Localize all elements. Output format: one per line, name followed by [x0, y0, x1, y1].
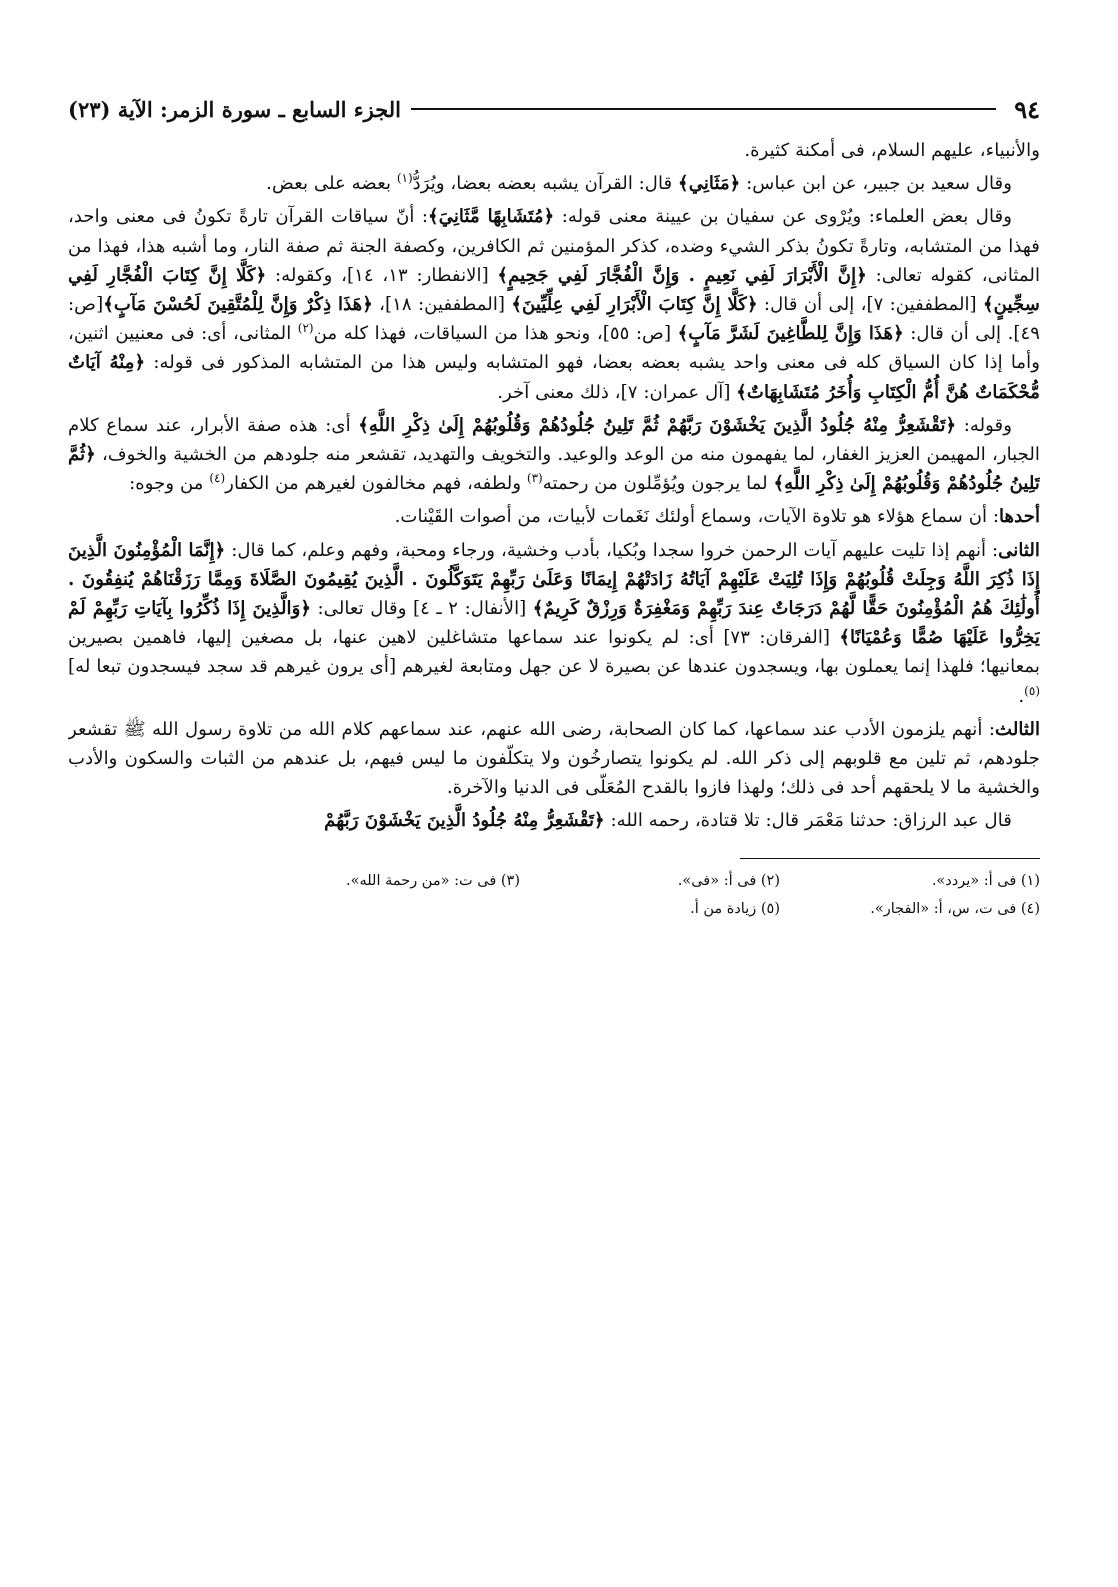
book-page: [68, 92, 1040, 1512]
text-segment: [آل عمران: ٧]، ذلك معنى آخر.: [497, 381, 737, 403]
text-segment: من وجوه:: [129, 473, 210, 495]
quran-verse: ﴿كَلَّا إِنَّ كِتَابَ الْفُجَّارِ لَفِي سِجِّينٍ﴾: [68, 264, 1040, 316]
quran-verse: ﴿ثُمَّ تَلِينُ جُلُودُهُمْ وَقُلُوبُهُمْ إِلَىٰ ذِكْرِ اللَّهِ﴾: [68, 444, 1040, 495]
text-segment: : أنّ سياقات القرآن تارةً تكونُ فى معنى واحد، فهذا من المتشابه، وتارةً تكونُ بذكر الشيء وضده، كذكر المؤمنين ثم الكافرين، وكصفة الجنة ثم صفة النار، وما أشبه هذا، فهذا من المثانى، كقوله تعالى:: [68, 206, 1040, 286]
footnote-ref: (١): [396, 171, 413, 186]
paragraph-p7: [68, 715, 1040, 803]
text-segment: [ص: ٥٥]، ونحو هذا من السياقات، فهذا كله من: [313, 323, 678, 345]
footnote-2: (٢) فى أ: «فى».: [677, 872, 780, 889]
footnotes: [68, 869, 1040, 921]
quran-verse: ﴿هَذَا وَإِنَّ لِلطَّاغِينَ لَشَرَّ مَآبٍ﴾: [677, 323, 904, 345]
quran-verse: ﴿تَقْشَعِرُّ مِنْهُ جُلُودُ الَّذِينَ يَخْشَوْنَ رَبَّهُمْ ثُمَّ تَلِينُ جُلُودُهُمْ وَقُلُوبُهُمْ إِلَىٰ ذِكْرِ اللَّهِ﴾: [358, 414, 957, 436]
paragraph-p4: [68, 411, 1040, 499]
text-segment: [ص: ٤٩]. إلى أن قال:: [68, 294, 1040, 345]
text-segment: قال: القرآن يشبه بعضه بعضا، ويُرَدُّ: [412, 173, 679, 195]
text-segment: [المطففين: ١٨]،: [372, 294, 512, 316]
quran-verse: ﴿مِنْهُ آيَاتٌ مُّحْكَمَاتٌ هُنَّ أُمُّ الْكِتَابِ وَأُخَرُ مُتَشَابِهَاتٌ﴾: [68, 352, 1040, 403]
footnote-4: (٤) فى ت، س، أ: «الفجار».: [870, 900, 1040, 917]
paragraph-p6: [68, 536, 1040, 711]
paragraph-p8: [68, 806, 1040, 835]
running-header: [68, 92, 1040, 126]
text-segment: [الأنفال: ٢ ـ ٤] وقال تعالى:: [311, 598, 533, 620]
quran-verse: ﴿مُتَشَابِهًا مَّثَانِيَ﴾: [428, 206, 555, 228]
page-number: ٩٤: [1014, 94, 1040, 124]
footnote-ref: (٥): [1024, 683, 1040, 698]
footnote-5: (٥) زيادة من أ.: [690, 900, 780, 917]
text-segment: : أن سماع هؤلاء هو تلاوة الآيات، وسماع أولئك نَغَمات لأبيات، من أصوات القَيْنات.: [394, 506, 1000, 528]
footnote-3: (٣) فى ت: «من رحمة الله».: [345, 872, 520, 889]
text-segment: وقال بعض العلماء: ويُرْوى عن سفيان بن عيينة معنى قوله:: [554, 206, 1013, 228]
text-segment: أى: هذه صفة الأبرار، عند سماع كلام الجبار، المهيمن العزيز الغفار، لما يفهمون منه من الوعد والوعيد. والتخويف والتهديد، تقشعر منه جلودهم من الخشية والخوف،: [68, 414, 1040, 466]
quran-verse: ﴿إِنَّمَا الْمُؤْمِنُونَ الَّذِينَ إِذَا ذُكِرَ اللَّهُ وَجِلَتْ قُلُوبُهُمْ وَإِذَا تُلِيَتْ عَلَيْهِمْ آيَاتُهُ زَادَتْهُمْ إِيمَانًا وَعَلَىٰ رَبِّهِمْ يَتَوَكَّلُونَ . الَّذِينَ يُقِيمُونَ الصَّلَاةَ وَمِمَّا رَزَقْنَاهُمْ يُنفِقُونَ . أُولَٰئِكَ هُمُ الْمُؤْمِنُونَ حَقًّا لَّهُمْ دَرَجَاتٌ عِندَ رَبِّهِمْ وَمَغْفِرَةٌ وَرِزْقٌ كَرِيمٌ﴾: [68, 539, 1040, 620]
paragraph-p1: [68, 136, 1040, 165]
quran-verse: ﴿هَذَا ذِكْرٌ وَإِنَّ لِلْمُتَّقِينَ لَحُسْنَ مَآبٍ﴾: [103, 294, 373, 316]
running-title: الجزء السابع ـ سورة الزمر: الآية (٢٣): [68, 96, 402, 122]
paragraph-p3: [68, 202, 1040, 406]
footnote-1: (١) فى أ: «يردد».: [931, 872, 1040, 889]
text-segment: : أنهم يلزمون الأدب عند سماعها، كما كان الصحابة، رضى الله عنهم، عند سماعهم كلام الله من تلاوة رسول الله ﷺ تقشعر جلودهم، ثم تلين مع قلوبهم إلى ذكر الله. لم يكونوا يتصارخُون ولا يتكلّفون ما ليس فيهم، بل عندهم من الثبات والسكون والأدب والخشية ما لا يلحقهم أحد فى ذلك؛ ولهذا فازوا بالقدح المُعَلّى فى الدنيا والآخرة.: [68, 718, 1040, 799]
text-segment: : أنهم إذا تليت عليهم آيات الرحمن خروا سجدا وبُكيا، بأدب وخشية، ورجاء ومحبة، وفهم وعلم، كما قال:: [225, 539, 999, 561]
section-lead: الثانى: [998, 539, 1040, 561]
quran-verse: ﴿مَثَانِي﴾: [678, 173, 741, 195]
header-rule: [411, 108, 996, 110]
text-segment: المثانى، أى: فى معنيين اثنين، وأما إذا كان السياق كله فى معنى واحد يشبه بعضه بعضا، فهو المتشابه وليس هذا من المتشابه المذكور فى قوله:: [68, 323, 1040, 374]
quran-verse: ﴿وَالَّذِينَ إِذَا ذُكِّرُوا بِآيَاتِ رَبِّهِمْ لَمْ يَخِرُّوا عَلَيْهَا صُمًّا وَعُمْيَانًا﴾: [68, 598, 1040, 649]
quran-verse: ﴿كَلَّا إِنَّ كِتَابَ الْأَبْرَارِ لَفِي عِلِّيِّينَ﴾: [511, 294, 758, 316]
body-text: [68, 136, 1040, 836]
text-segment: [الانفطار: ١٣، ١٤]، وكقوله:: [266, 264, 498, 286]
paragraph-p2: [68, 169, 1040, 198]
footnote-ref: (٣): [526, 471, 543, 486]
text-segment: وقال سعيد بن جبير، عن ابن عباس:: [740, 173, 1012, 195]
text-segment: والأنبياء، عليهم السلام، فى أمكنة كثيرة.: [744, 140, 1040, 161]
section-lead: الثالث: [994, 718, 1040, 740]
text-segment: .: [1018, 685, 1025, 707]
text-segment: ولطفه، فهم مخالفون لغيرهم من الكفار: [225, 473, 527, 495]
footnote-separator: [740, 858, 1040, 859]
text-segment: وقوله:: [956, 414, 1012, 436]
quran-verse: ﴿تَقْشَعِرُّ مِنْهُ جُلُودُ الَّذِينَ يَخْشَوْنَ رَبَّهُمْ: [324, 810, 605, 832]
text-segment: [المطففين: ٧]، إلى أن قال:: [757, 294, 983, 316]
footnote-ref: (٤): [209, 471, 226, 486]
text-segment: [الفرقان: ٧٣] أى: لم يكونوا عند سماعها متشاغلين لاهين عنها، بل مصغين إليها، فاهمين بصيرين بمعانيها؛ فلهذا إنما يعملون بها، ويسجدون عندها عن بصيرة لا عن جهل ومتابعة لغيرهم [أى يرون غيرهم قد سجد فيسجدون تبعا له]: [68, 627, 1040, 678]
text-segment: بعضه على بعض.: [266, 173, 397, 195]
section-lead: أحدها: [999, 506, 1040, 528]
text-segment: قال عبد الرزاق: حدثنا مَعْمَر قال: تلا قتادة، رحمه الله:: [604, 810, 1012, 832]
text-segment: لما يرجون ويُؤمِّلون من رحمته: [542, 473, 774, 495]
quran-verse: ﴿إِنَّ الْأَبْرَارَ لَفِي نَعِيمٍ . وَإِنَّ الْفُجَّارَ لَفِي جَحِيمٍ﴾: [497, 264, 867, 286]
paragraph-p5: [68, 502, 1040, 531]
footnote-ref: (٢): [297, 321, 314, 336]
